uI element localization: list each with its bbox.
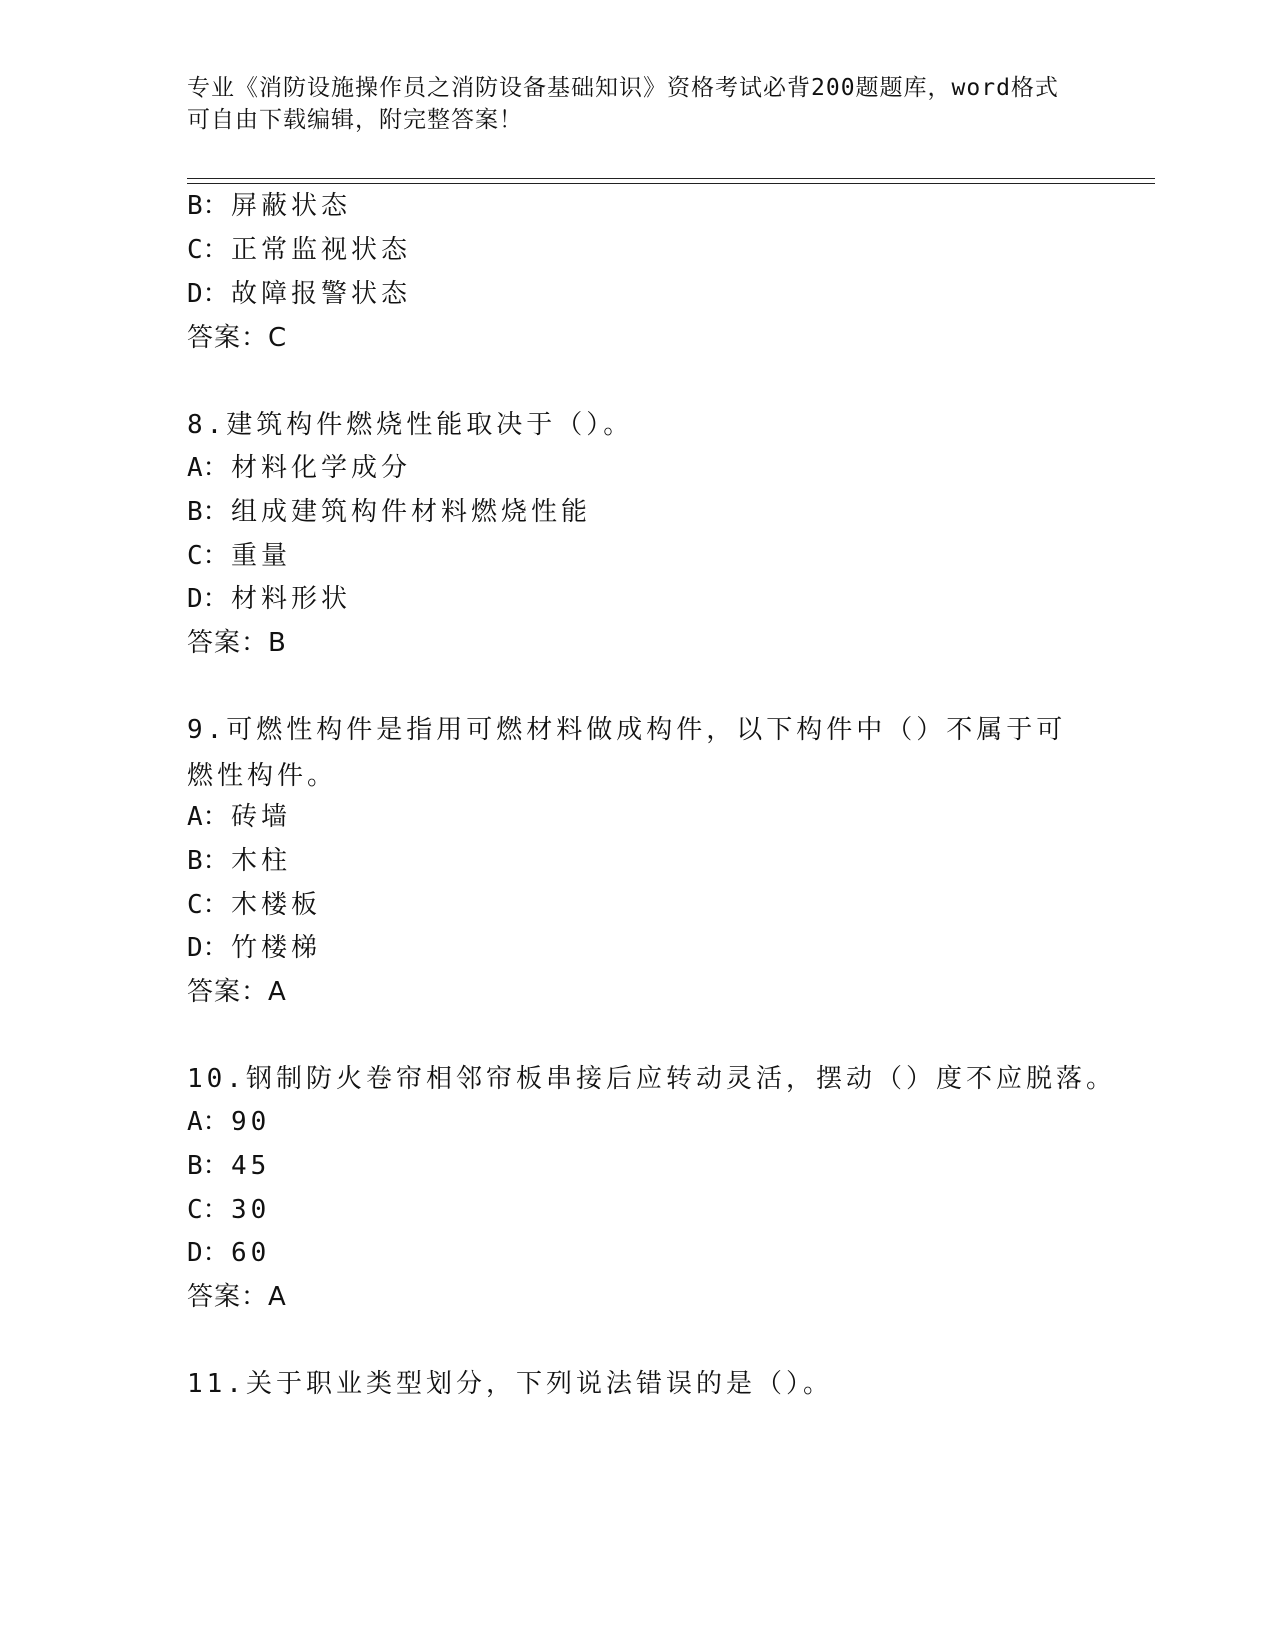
- option-d: [187, 582, 351, 616]
- option-key: D：: [187, 279, 229, 309]
- option-key: D：: [187, 1238, 229, 1268]
- option-key: C：: [187, 235, 229, 265]
- answer-line: 答案：A: [187, 1282, 287, 1312]
- option-key: D：: [187, 584, 229, 614]
- option-key: A：: [187, 1107, 229, 1137]
- option-text: 故障报警状态: [231, 279, 412, 309]
- option-text: 材料形状: [231, 584, 352, 614]
- answer-line: 答案：A: [187, 977, 287, 1007]
- option-b: [187, 1149, 270, 1183]
- question-stem: 11.关于职业类型划分，下列说法错误的是（）。: [187, 1369, 833, 1399]
- option-a: [187, 800, 291, 834]
- option-text: 30: [231, 1195, 271, 1225]
- option-text: 重量: [231, 541, 292, 571]
- option-text: 正常监视状态: [231, 235, 412, 265]
- header-divider-top: [187, 178, 1155, 179]
- option-c: [187, 539, 291, 573]
- question-stem: 9.可燃性构件是指用可燃材料做成构件，以下构件中（）不属于可燃性构件。: [187, 715, 1067, 791]
- option-a: [187, 451, 411, 485]
- option-key: D：: [187, 933, 229, 963]
- option-b: [187, 189, 351, 223]
- option-b: [187, 844, 291, 878]
- option-text: 90: [231, 1107, 271, 1137]
- option-key: C：: [187, 541, 229, 571]
- option-key: C：: [187, 890, 229, 920]
- option-key: A：: [187, 802, 229, 832]
- option-b: [187, 495, 591, 529]
- answer-line: 答案：B: [187, 628, 287, 658]
- option-text: 45: [231, 1151, 271, 1181]
- document-header: 专业《消防设施操作员之消防设备基础知识》资格考试必背200题题库，word格式可自由下载编辑，附完整答案！: [187, 75, 1059, 133]
- option-key: B：: [187, 191, 229, 221]
- option-key: B：: [187, 497, 229, 527]
- header-divider-bottom: [187, 183, 1155, 184]
- option-text: 组成建筑构件材料燃烧性能: [231, 497, 592, 527]
- option-c: [187, 1193, 270, 1227]
- option-a: [187, 1105, 270, 1139]
- option-text: 60: [231, 1238, 271, 1268]
- option-key: A：: [187, 453, 229, 483]
- option-key: B：: [187, 846, 229, 876]
- question-stem: 8.建筑构件燃烧性能取决于（）。: [187, 410, 634, 440]
- option-text: 竹楼梯: [231, 933, 322, 963]
- option-text: 材料化学成分: [231, 453, 412, 483]
- option-d: [187, 931, 321, 965]
- option-text: 木楼板: [231, 890, 322, 920]
- option-d: [187, 1236, 270, 1270]
- question-stem: 10.钢制防火卷帘相邻帘板串接后应转动灵活，摆动（）度不应脱落。: [187, 1064, 1116, 1094]
- option-key: B：: [187, 1151, 229, 1181]
- option-c: [187, 233, 411, 267]
- option-c: [187, 888, 321, 922]
- option-text: 木柱: [231, 846, 292, 876]
- answer-line: 答案：C: [187, 323, 288, 353]
- option-d: [187, 277, 411, 311]
- option-text: 屏蔽状态: [231, 191, 352, 221]
- option-text: 砖墙: [231, 802, 292, 832]
- option-key: C：: [187, 1195, 229, 1225]
